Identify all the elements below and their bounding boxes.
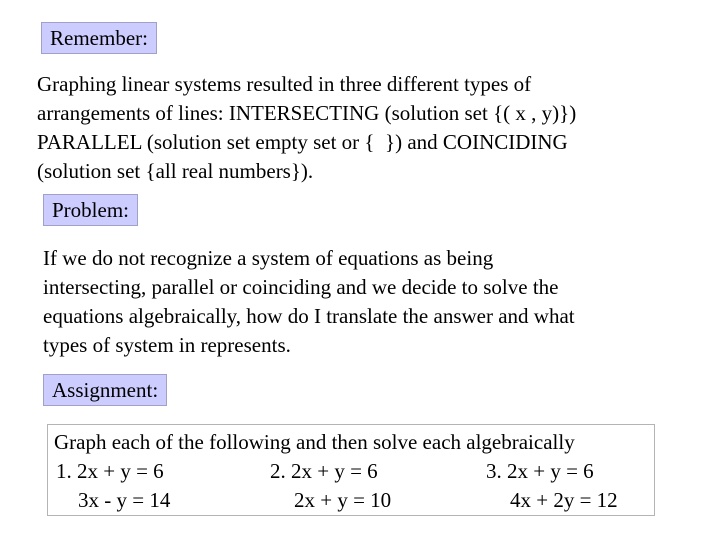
remember-label: Remember: [41,22,157,54]
remember-line-1: Graphing linear systems resulted in three different types of [37,72,532,96]
remember-line-2: arrangements of lines: INTERSECTING (solution set {( x , y)}) [37,101,577,125]
system-1-second-equation: 3x - y = 14 [78,488,171,512]
assignment-box [47,424,655,516]
problem-line-2: intersecting, parallel or coinciding and we decide to solve the [43,275,559,299]
remember-paragraph [37,70,576,186]
assignment-label: Assignment: [43,374,167,406]
problem-line-3: equations algebraically, how do I translate the answer and what [43,304,575,328]
problem-line-1: If we do not recognize a system of equations as being [43,246,494,270]
system-1-first-equation: 1. 2x + y = 6 [56,459,164,483]
problem-label: Problem: [43,194,138,226]
remember-line-4: (solution set {all real numbers}). [37,159,314,183]
assignment-title: Graph each of the following and then solve each algebraically [54,430,575,454]
problem-paragraph [43,244,575,360]
remember-line-3: PARALLEL (solution set empty set or { }) and COINCIDING [37,130,568,154]
system-2-second-equation: 2x + y = 10 [294,488,392,512]
system-3-first-equation: 3. 2x + y = 6 [486,459,594,483]
system-2-first-equation: 2. 2x + y = 6 [270,459,378,483]
problem-line-4: types of system in represents. [43,333,291,357]
system-3-second-equation: 4x + 2y = 12 [510,488,618,512]
